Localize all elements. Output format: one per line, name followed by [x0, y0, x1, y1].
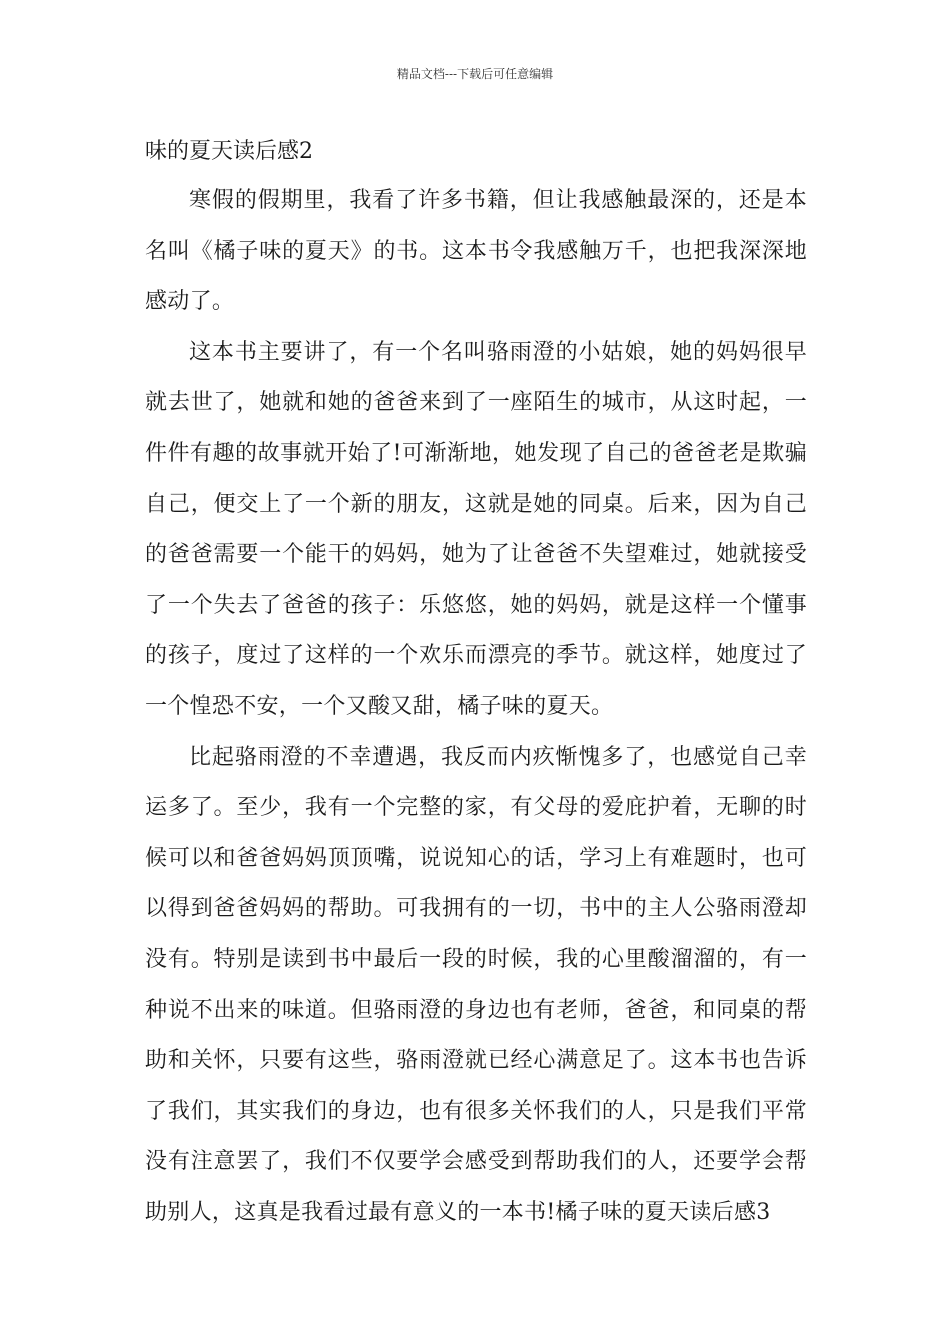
page-header: 精品文档---下载后可任意编辑 — [396, 67, 554, 81]
document-body — [145, 128, 807, 1238]
paragraph-1: 寒假的假期里，我看了许多书籍，但让我感触最深的，还是本名叫《橘子味的夏天》的书。这本书令我感触万千，也把我深深地感动了。 — [145, 188, 807, 315]
section-title: 味的夏天读后感2 — [145, 139, 313, 164]
paragraph-2: 这本书主要讲了，有一个名叫骆雨澄的小姑娘，她的妈妈很早就去世了，她就和她的爸爸来到了一座陌生的城市，从这时起，一件件有趣的故事就开始了!可渐渐地，她发现了自己的爸爸老是欺骗自己，便交上了一个新的朋友，这就是她的同桌。后来，因为自己的爸爸需要一个能干的妈妈，她为了让爸爸不失望难过，她就接受了一个失去了爸爸的孩子：乐悠悠，她的妈妈，就是这样一个懂事的孩子，度过了这样的一个欢乐而漂亮的季节。就这样，她度过了一个惶恐不安，一个又酸又甜，橘子味的夏天。 — [145, 339, 807, 719]
paragraph-3: 比起骆雨澄的不幸遭遇，我反而内疚惭愧多了，也感觉自己幸运多了。至少，我有一个完整的家，有父母的爱庇护着，无聊的时候可以和爸爸妈妈顶顶嘴，说说知心的话，学习上有难题时，也可以得到爸爸妈妈的帮助。可我拥有的一切，书中的主人公骆雨澄却没有。特别是读到书中最后一段的时候，我的心里酸溜溜的，有一种说不出来的味道。但骆雨澄的身边也有老师，爸爸，和同桌的帮助和关怀，只要有这些，骆雨澄就已经心满意足了。这本书也告诉了我们，其实我们的身边，也有很多关怀我们的人，只是我们平常没有注意罢了，我们不仅要学会感受到帮助我们的人，还要学会帮助别人，这真是我看过最有意义的一本书!橘子味的夏天读后感3 — [145, 744, 807, 1225]
